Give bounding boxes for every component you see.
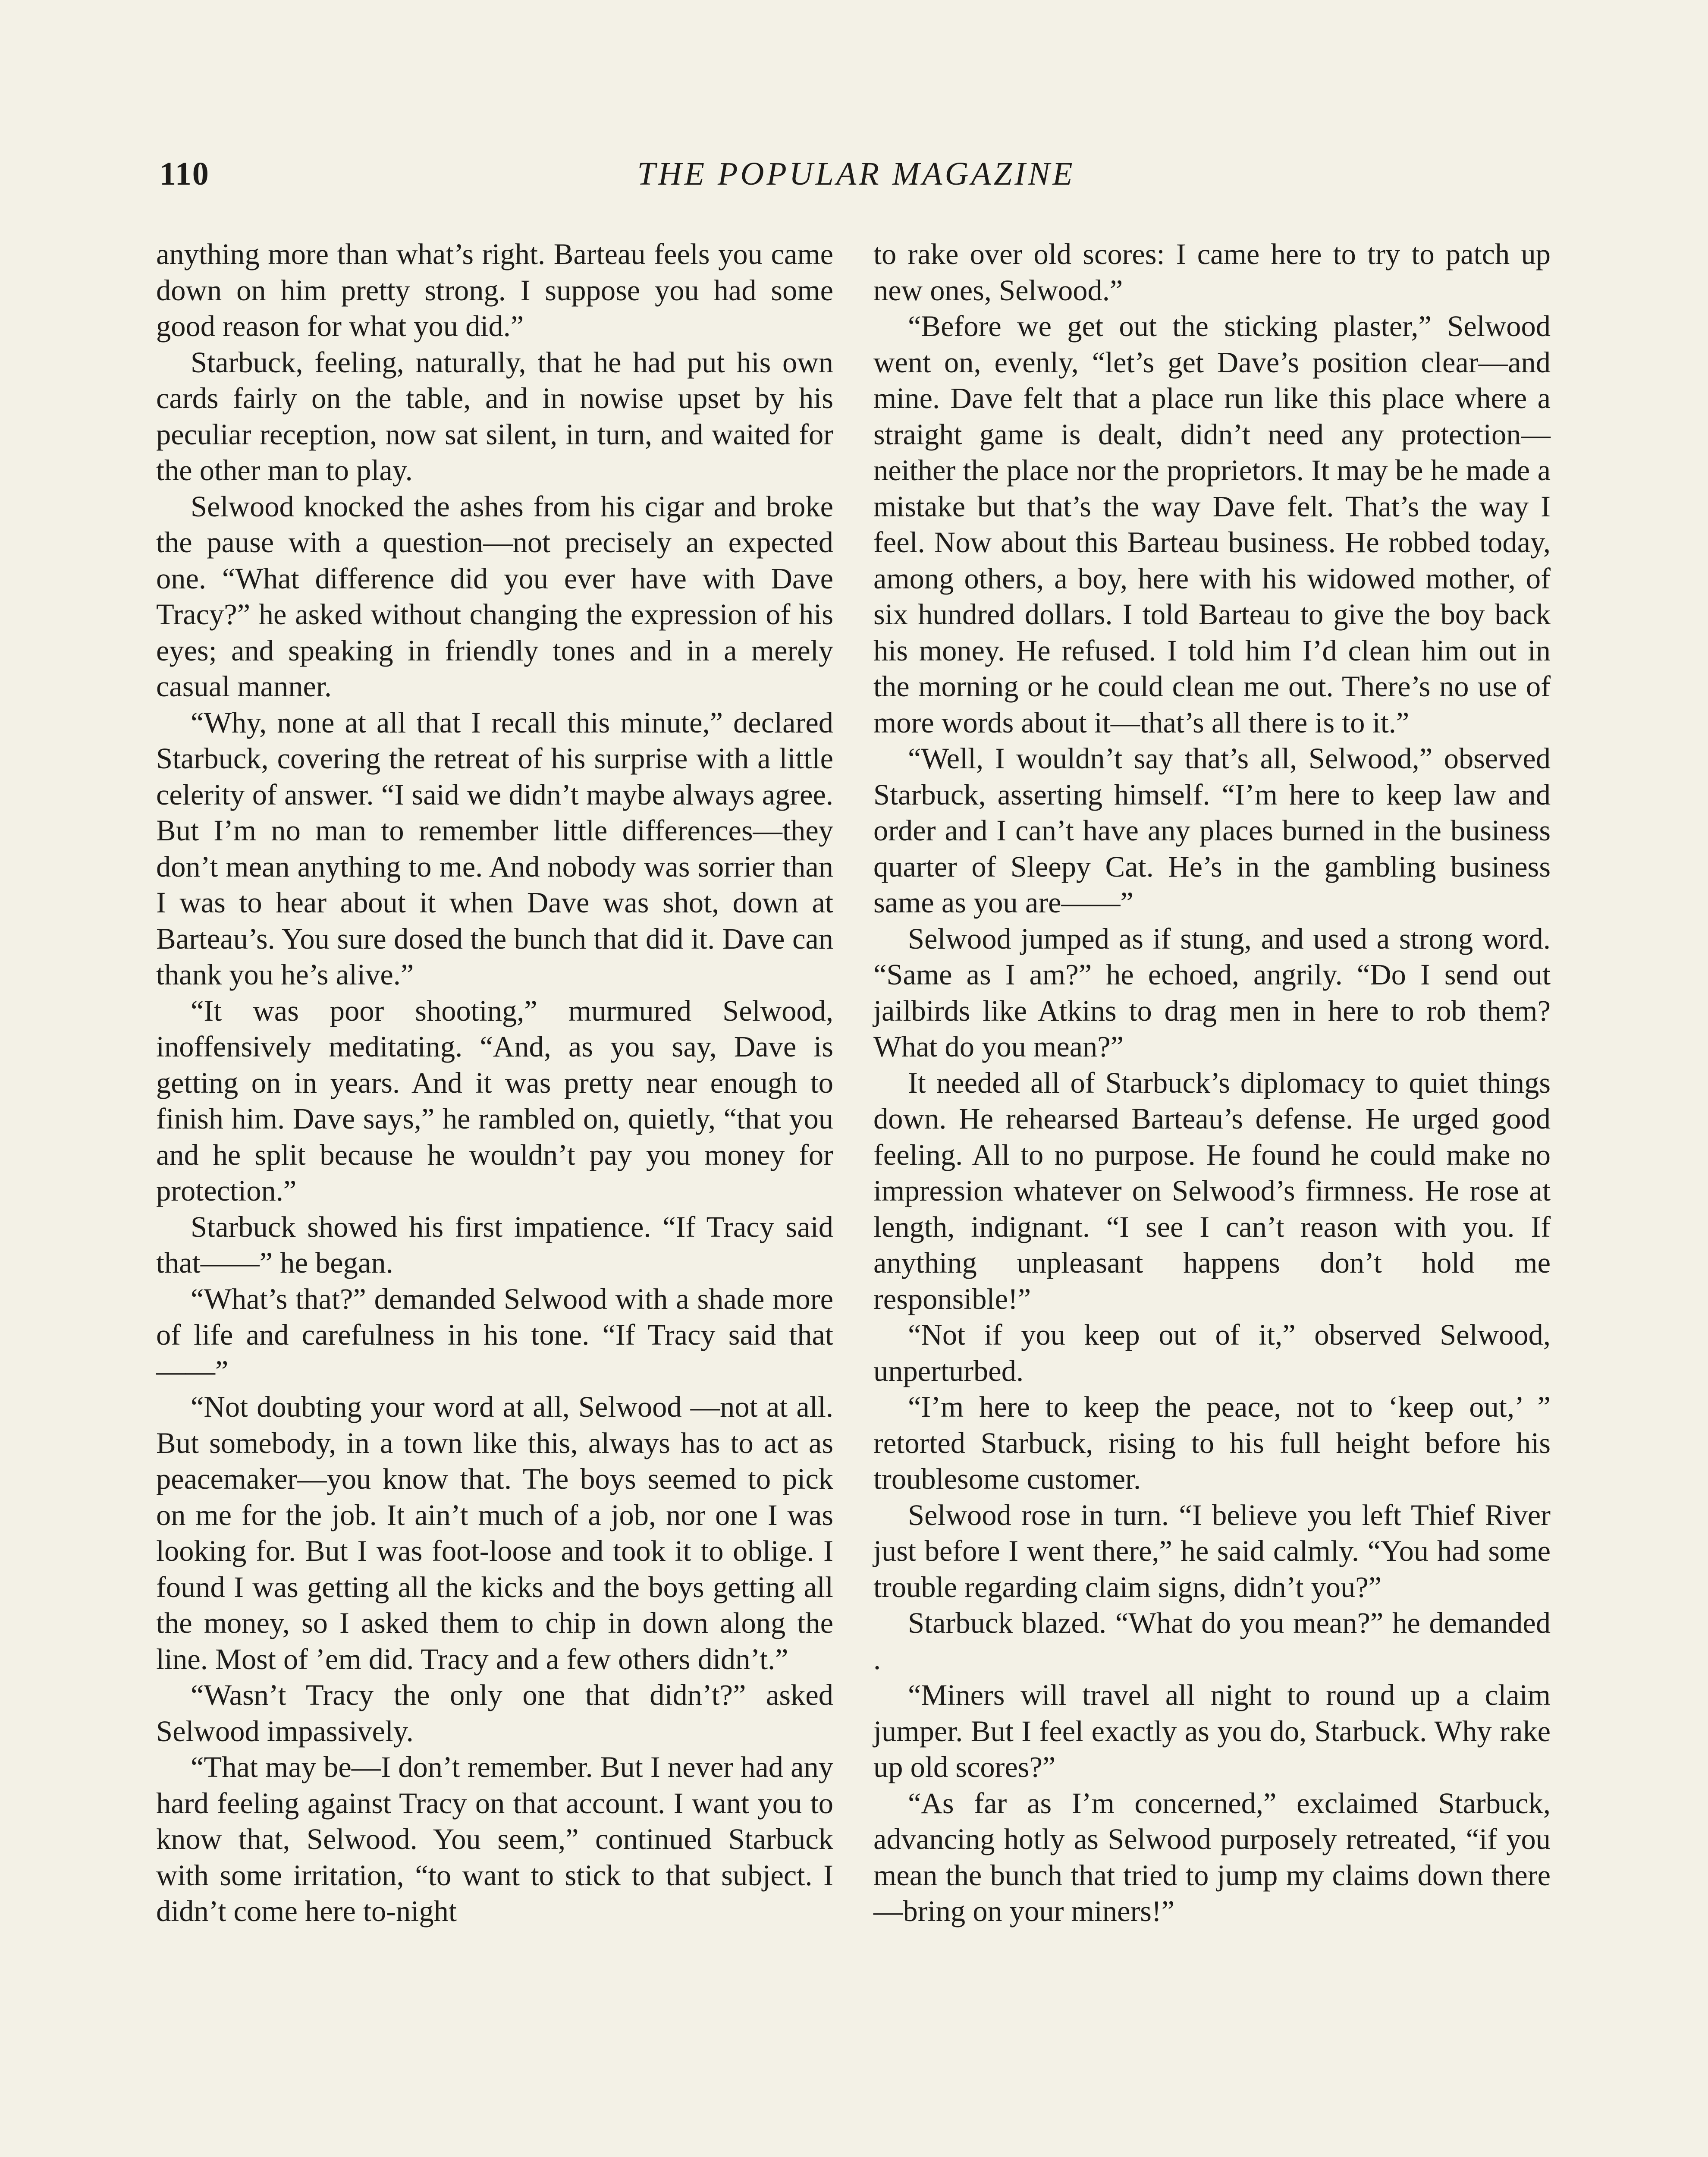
page-header: [155, 155, 1557, 207]
paragraph: “Not if you keep out of it,” observed Selwood, unperturbed.: [873, 1318, 1551, 1387]
paragraph: “What’s that?” demanded Selwood with a shade more of life and carefulness in his tone. “If Tracy said that——”: [156, 1282, 833, 1387]
paragraph: Starbuck blazed. “What do you mean?” he demanded .: [873, 1607, 1551, 1676]
paragraph: Selwood knocked the ashes from his cigar and broke the pause with a question—not precisely an expected one. “What difference did you ever have with Dave Tracy?” he asked without changing the expression of his eyes; and speaking in friendly tones and in a merely casual manner.: [156, 490, 833, 703]
paragraph: to rake over old scores: I came here to try to patch up new ones, Selwood.”: [873, 238, 1551, 307]
paragraph: “I’m here to keep the peace, not to ‘keep out,’ ” retorted Starbuck, rising to his full height before his troublesome customer.: [873, 1390, 1551, 1495]
left-column: [156, 236, 833, 1930]
paragraph: “Miners will travel all night to round up a claim jumper. But I feel exactly as you do, Starbuck. Why rake up old scores?”: [873, 1679, 1551, 1783]
paragraph: Starbuck, feeling, naturally, that he had put his own cards fairly on the table, and in nowise upset by his peculiar reception, now sat silent, in turn, and waited for the other man to play.: [156, 346, 833, 487]
paragraph: “Not doubting your word at all, Selwood —not at all. But somebody, in a town like this, always has to act as peacemaker—you know that. The boys seemed to pick on me for the job. It ain’t much of a job, nor one I was looking for. But I was foot-loose and took it to oblige. I found I was getting all the kicks and the boys getting all the money, so I asked them to chip in down along the line. Most of ’em did. Tracy and a few others didn’t.”: [156, 1390, 833, 1676]
right-column: [873, 236, 1551, 1930]
paragraph: Starbuck showed his first impatience. “If Tracy said that——” he began.: [156, 1210, 833, 1279]
paragraph: “It was poor shooting,” murmured Selwood, inoffensively meditating. “And, as you say, Dave is getting on in years. And it was pretty near enough to finish him. Dave says,” he rambled on, quietly, “that you and he split because he wouldn’t pay you money for protection.”: [156, 994, 833, 1207]
paragraph: “Before we get out the sticking plaster,” Selwood went on, evenly, “let’s get Dave’s position clear—and mine. Dave felt that a place run like this place where a straight game is dealt, didn’t need any protection—neither the place nor the proprietors. It may be he made a mistake but that’s the way Dave felt. That’s the way I feel. Now about this Barteau business. He robbed today, among others, a boy, here with his widowed mother, of six hundred dollars. I told Barteau to give the boy back his money. He refused. I told him I’d clean him out in the morning or he could clean me out. There’s no use of more words about it—that’s all there is to it.”: [873, 310, 1551, 739]
paragraph: anything more than what’s right. Barteau feels you came down on him pretty strong. I suppose you had some good reason for what you did.”: [156, 238, 833, 343]
paragraph: “Well, I wouldn’t say that’s all, Selwood,” observed Starbuck, asserting himself. “I’m here to keep law and order and I can’t have any places burned in the business quarter of Sleepy Cat. He’s in the gambling business same as you are——”: [873, 742, 1551, 919]
paragraph: “Wasn’t Tracy the only one that didn’t?” asked Selwood impassively.: [156, 1679, 833, 1748]
paragraph: “That may be—I don’t remember. But I never had any hard feeling against Tracy on that account. I want you to know that, Selwood. You seem,” continued Starbuck with some irritation, “to want to stick to that subject. I didn’t come here to-night: [156, 1751, 834, 1927]
paragraph: Selwood rose in turn. “I believe you left Thief River just before I went there,” he said calmly. “You had some trouble regarding claim signs, didn’t you?”: [873, 1498, 1551, 1604]
running-title: THE POPULAR MAGAZINE: [637, 156, 1075, 192]
paragraph: “Why, none at all that I recall this minute,” declared Starbuck, covering the retreat of his surprise with a little celerity of answer. “I said we didn’t maybe always agree. But I’m no man to remember little differences—they don’t mean anything to me. And nobody was sorrier than I was to hear about it when Dave was shot, down at Barteau’s. You sure dosed the bunch that did it. Dave can thank you he’s alive.”: [156, 706, 833, 991]
paragraph: It needed all of Starbuck’s diplomacy to quiet things down. He rehearsed Barteau’s defense. He urged good feeling. All to no purpose. He found he could make no impression whatever on Selwood’s firmness. He rose at length, indignant. “I see I can’t reason with you. If anything unpleasant happens don’t hold me responsible!”: [873, 1066, 1551, 1315]
paragraph: Selwood jumped as if stung, and used a strong word. “Same as I am?” he echoed, angrily. “Do I send out jailbirds like Atkins to drag men in here to rob them? What do you mean?”: [873, 922, 1551, 1063]
page-number: 110: [160, 156, 210, 192]
paragraph: “As far as I’m concerned,” exclaimed Starbuck, advancing hotly as Selwood purposely retreated, “if you mean the bunch that tried to jump my claims down there—bring on your miners!”: [873, 1786, 1551, 1927]
